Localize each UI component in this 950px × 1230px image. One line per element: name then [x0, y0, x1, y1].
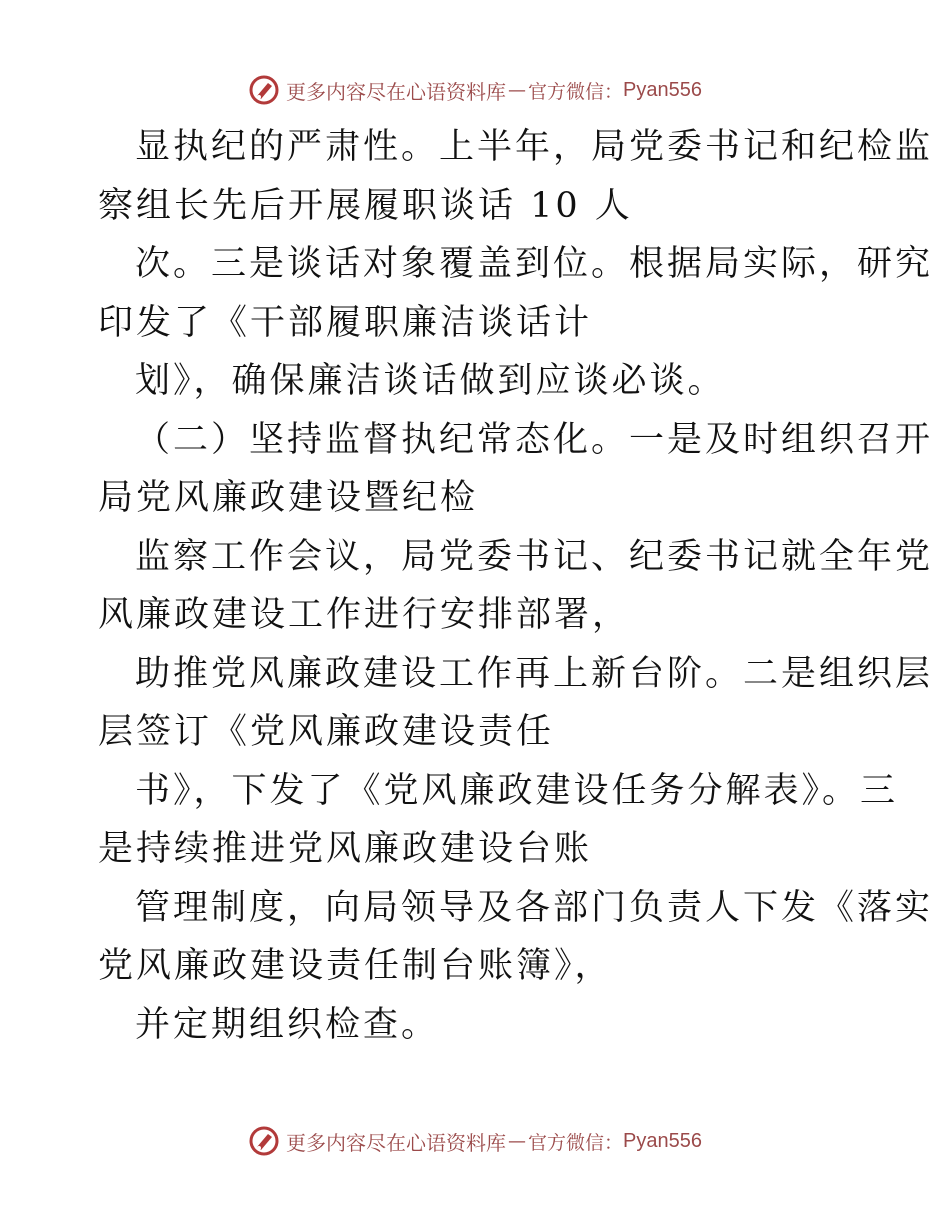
body-line: 印发了《干部履职廉洁谈话计 — [98, 302, 593, 343]
document-body — [98, 118, 934, 1054]
body-line: 管理制度，向局领导及各部门负责人下发《落实 — [135, 887, 934, 928]
header-banner — [0, 70, 950, 110]
body-line: 书》，下发了《党风廉政建设任务分解表》。三 — [135, 770, 899, 811]
body-line: 并定期组织检查。 — [135, 1004, 440, 1045]
body-line: 风廉政建设工作进行安排部署， — [98, 595, 631, 635]
body-line: 局党风廉政建设暨纪检 — [98, 478, 479, 518]
header-separator: — — [508, 79, 526, 101]
body-line: 显执纪的严肃性。上半年，局党委书记和纪检监 — [135, 127, 934, 167]
body-line: 划》，确保廉洁谈话做到应谈必谈。 — [135, 361, 726, 401]
header-promo-text: 更多内容尽在心语资料库 — [286, 79, 506, 104]
body-line: 党风廉政建设责任制台账簿》， — [98, 946, 613, 986]
body-line: 次。三是谈话对象覆盖到位。根据局实际，研究 — [135, 244, 934, 284]
pen-nib-logo-icon — [248, 74, 280, 106]
body-line: 察组长先后开展履职谈话 10 人 — [98, 185, 633, 226]
footer-separator: — — [508, 1130, 526, 1152]
footer-wechat-label: 官方微信： — [528, 1131, 624, 1154]
body-line: 助推党风廉政建设工作再上新台阶。二是组织层 — [135, 653, 934, 694]
body-line: 层签订《党风廉政建设责任 — [98, 712, 555, 752]
footer-banner — [0, 1121, 950, 1161]
body-line: （二）坚持监督执纪常态化。一是及时组织召开 — [135, 419, 934, 460]
header-wechat-id: Pyan556 — [623, 78, 702, 101]
body-line: 是持续推进党风廉政建设台账 — [98, 829, 593, 869]
pen-nib-logo-icon — [248, 1125, 280, 1157]
footer-wechat-id: Pyan556 — [623, 1129, 702, 1152]
body-line: 监察工作会议，局党委书记、纪委书记就全年党 — [135, 536, 934, 577]
footer-promo-text: 更多内容尽在心语资料库 — [286, 1130, 506, 1155]
header-wechat-label: 官方微信： — [528, 80, 624, 103]
